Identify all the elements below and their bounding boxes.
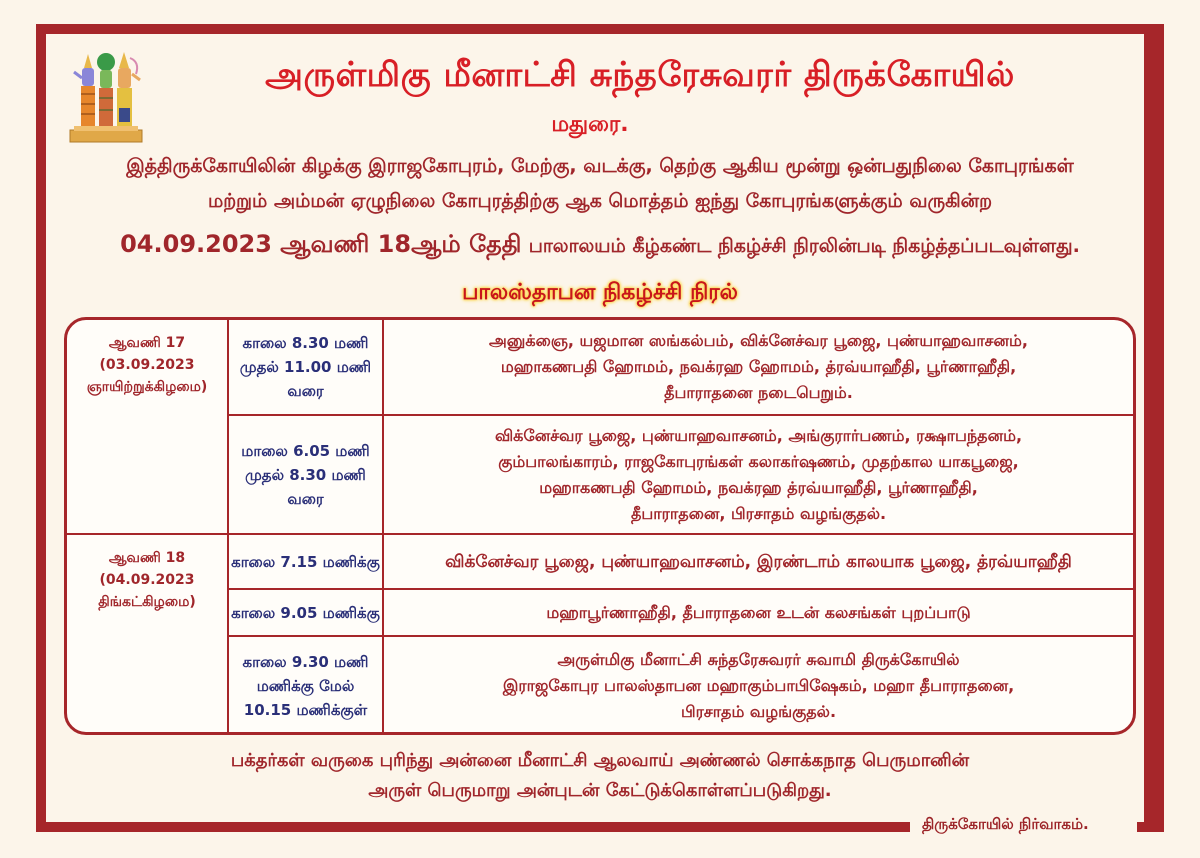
city-name: மதுரை. [551, 112, 629, 137]
slot-desc-line: தீபாராதனை நடைபெறும். [664, 383, 853, 402]
slot-desc-line: மஹாகணபதி ஹோமம், நவக்ரஹ த்ரவ்யாஹீதி, பூர்ணாஹீதி, [539, 477, 978, 497]
desc-cell-2-2 [384, 590, 1133, 635]
slot-desc-line: மஹாகணபதி ஹோமம், நவக்ரஹ ஹோமம், த்ரவ்யாஹீதி, பூர்ணாஹீதி, [500, 357, 1017, 376]
day-1-weekday: ஞாயிற்றுக்கிழமை) [86, 379, 208, 395]
slot-desc-line: இராஜகோபுர பாலஸ்தாபன மஹாகும்பாபிஷேகம், மஹா தீபாராதனை, [502, 676, 1015, 695]
desc-cell-2-3 [384, 637, 1133, 735]
schedule-heading: பாலஸ்தாபன நிகழ்ச்சி நிரல் [462, 280, 738, 305]
intro-line-3-rest: பாலாலயம் கீழ்கண்ட நிகழ்ச்சி நிரலின்படி நிகழ்த்தப்படவுள்ளது. [528, 235, 1080, 257]
time-cell-1-2 [227, 416, 384, 533]
temple-title: அருள்மிகு மீனாட்சி சுந்தரேசுவரர் திருக்கோயில் [265, 55, 1015, 95]
day-cell-2 [67, 535, 227, 735]
slot-time-line: காலை 7.15 மணிக்கு [231, 552, 380, 571]
slot-time-line: 10.15 மணிக்குள் [243, 701, 368, 719]
time-cell-1-1 [227, 320, 384, 414]
slot-time-line: காலை 8.30 மணி [242, 334, 369, 352]
day-cell-1 [67, 320, 227, 533]
slot-time-line: மணிக்கு மேல் [256, 677, 355, 695]
time-cell-2-1 [227, 535, 384, 588]
page-border-bottom [36, 822, 910, 832]
day-1-name: ஆவணி 17 [108, 335, 186, 351]
day-2-weekday: திங்கட்கிழமை) [98, 594, 196, 610]
slot-time-line: மாலை 6.05 மணி [241, 441, 370, 460]
page-border-bottom-corner [1137, 822, 1164, 832]
temple-administration-signature: திருக்கோயில் நிர்வாகம். [922, 815, 1089, 833]
desc-cell-2-1 [384, 535, 1133, 588]
deity-idols-image [66, 48, 146, 144]
closing-line-1: பக்தர்கள் வருகை புரிந்து அன்னை மீனாட்சி ஆலவாய் அண்ணல் சொக்கநாத பெருமானின் [230, 750, 970, 771]
intro-line-3 [60, 230, 1140, 261]
day-2-name: ஆவணி 18 [108, 550, 186, 566]
time-cell-2-2 [227, 590, 384, 635]
desc-cell-1-1 [384, 320, 1133, 414]
slot-desc-line: விக்னேச்வர பூஜை, புண்யாஹவாசனம், இரண்டாம் காலயாக பூஜை, த்ரவ்யாஹீதி [445, 551, 1072, 572]
slot-time-line: முதல் 11.00 மணி வரை [239, 358, 372, 400]
slot-desc-line: அனுக்ஞை, யஜமான ஸங்கல்பம், விக்னேச்வர பூஜை, புண்யாஹவாசனம், [488, 331, 1029, 350]
slot-desc-line: மஹாபூர்ணாஹீதி, தீபாராதனை உடன் கலசங்கள் புறப்பாடு [546, 602, 971, 622]
slot-time-line: முதல் 8.30 மணி வரை [245, 465, 366, 508]
intro-line-1: இத்திருக்கோயிலின் கிழக்கு இராஜகோபுரம், மேற்கு, வடக்கு, தெற்கு ஆகிய மூன்று ஒன்பதுநிலை கோபுரங்கள் [126, 155, 1074, 177]
slot-desc-line: கும்பாலங்காரம், ராஜகோபுரங்கள் கலாகர்ஷணம், முதற்கால யாகபூஜை, [498, 451, 1019, 471]
desc-cell-1-2 [384, 416, 1133, 533]
time-cell-2-3 [227, 637, 384, 735]
slot-desc-line: பிரசாதம் வழங்குதல். [680, 702, 837, 721]
intro-line-2: மற்றும் அம்மன் ஏழுநிலை கோபுரத்திற்கு ஆக மொத்தம் ஐந்து கோபுரங்களுக்கும் வருகின்ற [207, 190, 993, 212]
event-date: 04.09.2023 ஆவணி 18ஆம் தேதி [120, 230, 522, 258]
day-2-date: (04.09.2023 [99, 572, 195, 588]
slot-time-line: காலை 9.05 மணிக்கு [231, 603, 380, 622]
slot-time-line: காலை 9.30 மணி [242, 653, 369, 671]
closing-line-2: அருள் பெருமாறு அன்புடன் கேட்டுக்கொள்ளப்படுகிறது. [368, 780, 832, 801]
slot-desc-line: அருள்மிகு மீனாட்சி சுந்தரேசுவரர் சுவாமி திருக்கோயில் [557, 650, 960, 669]
page-border-right [1154, 24, 1164, 832]
schedule-table [64, 317, 1136, 735]
day-1-date: (03.09.2023 [99, 357, 195, 373]
slot-desc-line: விக்னேச்வர பூஜை, புண்யாஹவாசனம், அங்குரார்பணம், ரக்ஷாபந்தனம், [494, 425, 1023, 445]
slot-desc-line: தீபாராதனை, பிரசாதம் வழங்குதல். [630, 503, 887, 523]
